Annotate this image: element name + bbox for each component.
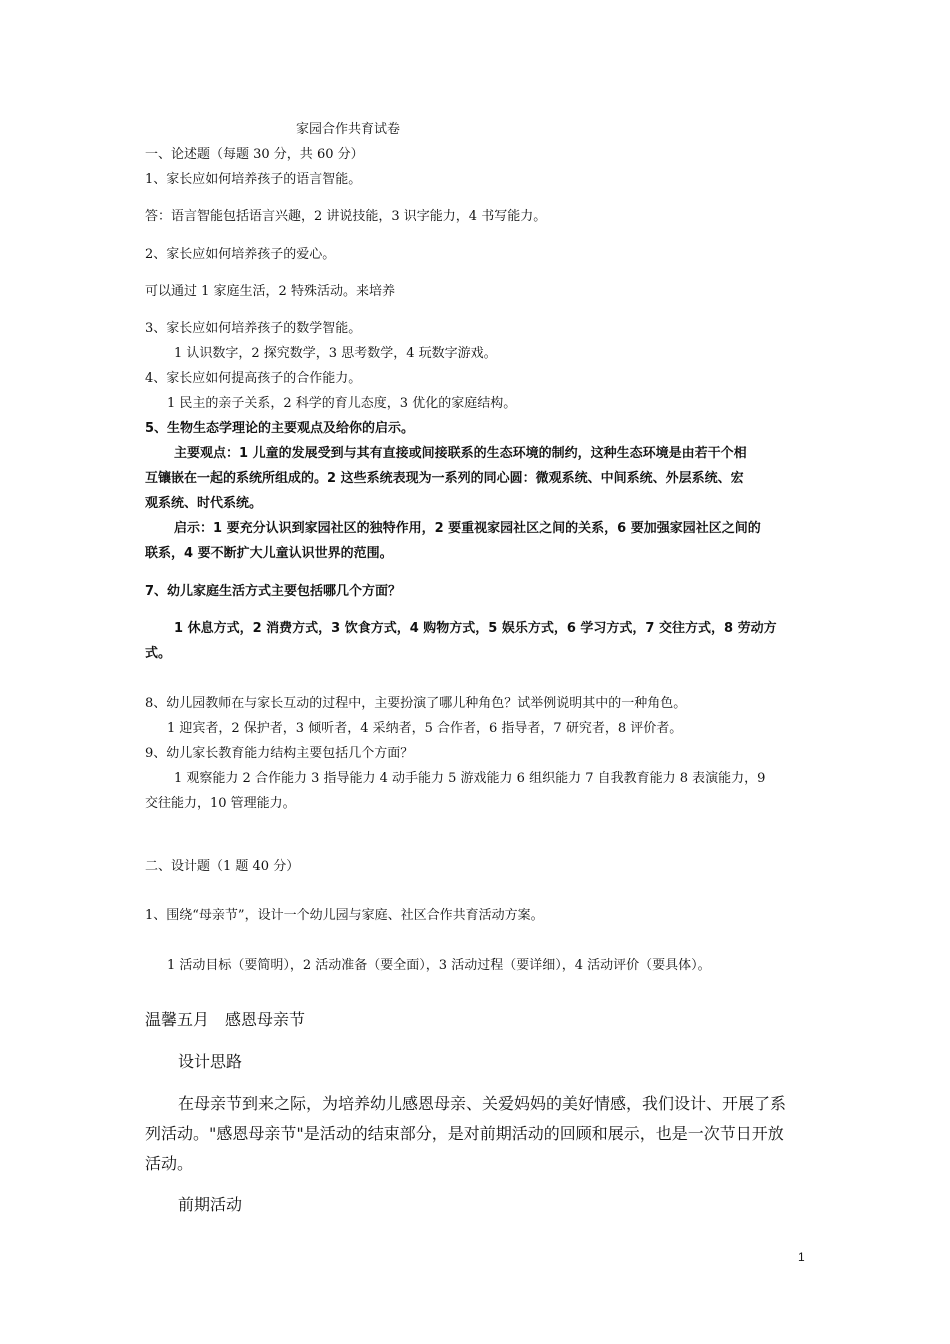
answer-9-line-2: 交往能力，10 管理能力。: [145, 796, 296, 811]
question-7: 7、幼儿家庭生活方式主要包括哪几个方面？: [145, 584, 402, 599]
answer-7-line-2: 式。: [145, 646, 172, 661]
question-2: 2、家长应如何培养孩子的爱心。: [145, 247, 336, 262]
answer-8: 1 迎宾者，2 保护者，3 倾听者，4 采纳者，5 合作者，6 指导者，7 研究者，8 评价者。: [167, 721, 683, 736]
question-5: 5、生物生态学理论的主要观点及给你的启示。: [145, 421, 415, 436]
answer-5-main-line-2: 互镶嵌在一起的系统所组成的。2 这些系统表现为一系列的同心圆：微观系统、中间系统、外层系统、宏: [145, 471, 744, 486]
answer-3: 1 认识数字，2 探究数学，3 思考数学，4 玩数字游戏。: [174, 346, 497, 361]
question-1: 1、家长应如何培养孩子的语言智能。: [145, 172, 362, 187]
question-4: 4、家长应如何提高孩子的合作能力。: [145, 371, 362, 386]
subheading-preliminary: 前期活动: [178, 1195, 243, 1214]
activity-heading: 温馨五月 感恩母亲节: [145, 1010, 306, 1029]
answer-9-line-1: 1 观察能力 2 合作能力 3 指导能力 4 动手能力 5 游戏能力 6 组织能力 7 自我教育能力 8 表演能力，9: [174, 771, 766, 786]
question-3: 3、家长应如何培养孩子的数学智能。: [145, 321, 362, 336]
answer-7-line-1: 1 休息方式，2 消费方式，3 饮食方式，4 购物方式，5 娱乐方式，6 学习方式，7 交往方式，8 劳动方: [174, 621, 777, 636]
question-8: 8、幼儿园教师在与家长互动的过程中，主要扮演了哪儿种角色？试举例说明其中的一种角色。: [145, 696, 687, 711]
subheading-design-idea: 设计思路: [178, 1052, 243, 1071]
page-title: 家园合作共育试卷: [296, 122, 401, 137]
answer-5-hint-line-2: 联系，4 要不断扩大儿童认识世界的范围。: [145, 546, 393, 561]
section-heading-1: 一、论述题（每题 30 分，共 60 分）: [145, 147, 364, 162]
answer-5-hint-line-1: 启示：1 要充分认识到家园社区的独特作用，2 要重视家园社区之间的关系，6 要加强家园社区之间的: [174, 521, 761, 536]
question-9: 9、幼儿家长教育能力结构主要包括几个方面？: [145, 746, 414, 761]
paragraph-line-1: 在母亲节到来之际，为培养幼儿感恩母亲、关爱妈妈的美好情感，我们设计、开展了系: [178, 1094, 787, 1113]
paragraph-line-2: 列活动。"感恩母亲节"是活动的结束部分，是对前期活动的回顾和展示，也是一次节日开放: [145, 1124, 784, 1143]
answer-5-main-line-1: 主要观点：1 儿童的发展受到与其有直接或间接联系的生态环境的制约，这种生态环境是由若干个相: [174, 446, 747, 461]
page-number: 1: [798, 1250, 805, 1264]
answer-1: 答：语言智能包括语言兴趣，2 讲说技能，3 识字能力，4 书写能力。: [145, 209, 547, 224]
design-answer-1: 1 活动目标（要简明），2 活动准备（要全面），3 活动过程（要详细），4 活动评价（要具体）。: [167, 958, 711, 973]
section-heading-2: 二、设计题（1 题 40 分）: [145, 859, 300, 874]
answer-2: 可以通过 1 家庭生活，2 特殊活动。来培养: [145, 284, 395, 299]
answer-5-main-line-3: 观系统、时代系统。: [145, 496, 263, 511]
design-question-1: 1、围绕“母亲节”，设计一个幼儿园与家庭、社区合作共育活动方案。: [145, 908, 544, 923]
answer-4: 1 民主的亲子关系，2 科学的育儿态度，3 优化的家庭结构。: [167, 396, 517, 411]
paragraph-line-3: 活动。: [145, 1154, 194, 1173]
